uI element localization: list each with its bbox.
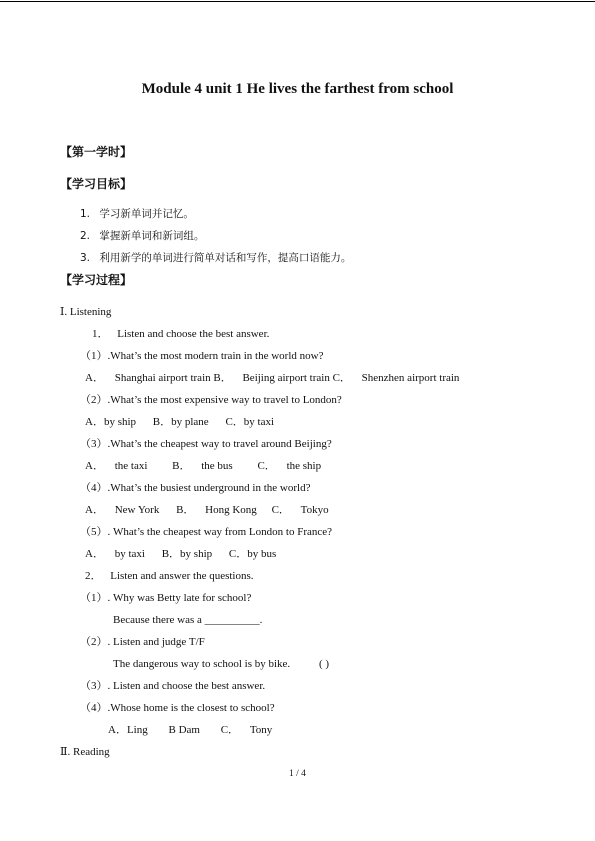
question-5-options — [85, 547, 276, 561]
part-reading-heading: Ⅱ. Reading — [60, 746, 110, 758]
option-label: C． — [271, 504, 290, 516]
question-text: . What’s the cheapest way from London to France? — [107, 526, 333, 538]
question-text: .What’s the busiest underground in the world? — [107, 482, 311, 494]
question-text: .What’s the cheapest way to travel around Beijing? — [107, 438, 332, 450]
task-text: Listen and choose the best answer. — [117, 328, 270, 340]
question-2 — [80, 393, 342, 407]
statement-text: The dangerous way to school is by bike. — [113, 658, 291, 670]
question-2-options — [85, 415, 274, 429]
question-4-options — [85, 503, 329, 517]
option-text: the taxi — [114, 460, 148, 472]
question-number: （3） — [80, 680, 108, 692]
option-text: C．by taxi — [225, 416, 275, 428]
option-text: Tokyo — [300, 504, 329, 516]
section-process-heading: 【学习过程】 — [60, 273, 133, 287]
part-listening-heading: Ⅰ. Listening — [60, 306, 112, 318]
answer-blank-line: Because there was a __________. — [113, 614, 263, 626]
option-text: B．by ship — [161, 548, 213, 560]
task-number: 1． — [92, 328, 109, 340]
goal-text: 学习新单词并记忆。 — [99, 208, 194, 220]
task-text: Listen and answer the questions. — [110, 570, 254, 582]
goal-number: 3. — [80, 252, 91, 264]
question-5 — [80, 525, 332, 539]
question-text: . Listen and choose the best answer. — [107, 680, 266, 692]
option-text: A．by ship — [85, 416, 137, 428]
option-label: B． — [172, 460, 191, 472]
option-label: A． — [85, 372, 104, 384]
option-label: A． — [85, 460, 104, 472]
question-number: （1） — [80, 592, 108, 604]
question-number: （3） — [80, 438, 108, 450]
option-text: Shanghai airport train B． — [114, 372, 232, 384]
task-2-question-2 — [80, 635, 205, 649]
goal-number: 2. — [80, 230, 91, 242]
question-1-options — [85, 371, 459, 385]
question-number: （4） — [80, 482, 108, 494]
option-text: B．by plane — [152, 416, 209, 428]
question-3 — [80, 437, 332, 451]
option-label: A． — [85, 504, 104, 516]
option-text: Beijing airport train C． — [242, 372, 351, 384]
task-1 — [92, 327, 269, 341]
option-text: Hong Kong — [205, 504, 257, 516]
goal-item — [80, 251, 351, 265]
section-goals-heading: 【学习目标】 — [60, 177, 133, 191]
option-text: by taxi — [114, 548, 145, 560]
question-3-options — [85, 459, 321, 473]
question-4 — [80, 481, 310, 495]
top-rule — [0, 1, 595, 2]
question-text: .Whose home is the closest to school? — [107, 702, 275, 714]
question-text: . Why was Betty late for school? — [107, 592, 252, 604]
question-text: .What’s the most expensive way to travel to London? — [107, 394, 342, 406]
section-lesson-heading: 【第一学时】 — [60, 145, 133, 159]
option-text: the bus — [201, 460, 233, 472]
option-text: Tony — [249, 724, 273, 736]
option-text: C．by bus — [228, 548, 277, 560]
question-number: （1） — [80, 350, 108, 362]
task-number: 2． — [85, 570, 102, 582]
goal-number: 1. — [80, 208, 91, 220]
goal-text: 利用新学的单词进行简单对话和写作，提高口语能力。 — [99, 252, 352, 264]
task-2-question-4-options — [108, 723, 272, 737]
question-number: （5） — [80, 526, 108, 538]
option-text: New York — [114, 504, 160, 516]
question-number: （4） — [80, 702, 108, 714]
task-2-question-3 — [80, 679, 265, 693]
option-label: B． — [176, 504, 195, 516]
judge-statement — [113, 657, 329, 671]
question-1 — [80, 349, 323, 363]
task-2-question-1 — [80, 591, 251, 605]
option-label: A． — [85, 548, 104, 560]
task-2 — [85, 569, 254, 583]
question-text: .What’s the most modern train in the world now? — [107, 350, 324, 362]
goal-item — [80, 207, 194, 221]
option-text: the ship — [286, 460, 322, 472]
option-text: B Dam — [168, 724, 200, 736]
goal-item — [80, 229, 204, 243]
option-text: Shenzhen airport train — [361, 372, 460, 384]
question-number: （2） — [80, 394, 108, 406]
option-label: C． — [220, 724, 240, 736]
task-2-question-4 — [80, 701, 275, 715]
question-text: . Listen and judge T/F — [107, 636, 205, 648]
page-number: 1 / 4 — [289, 769, 306, 779]
option-label: C． — [257, 460, 276, 472]
option-text: A．Ling — [108, 724, 148, 736]
answer-parentheses: ( ) — [318, 658, 330, 670]
goal-text: 掌握新单词和新词组。 — [99, 230, 205, 242]
page-title: Module 4 unit 1 He lives the farthest from school — [141, 81, 454, 97]
question-number: （2） — [80, 636, 108, 648]
